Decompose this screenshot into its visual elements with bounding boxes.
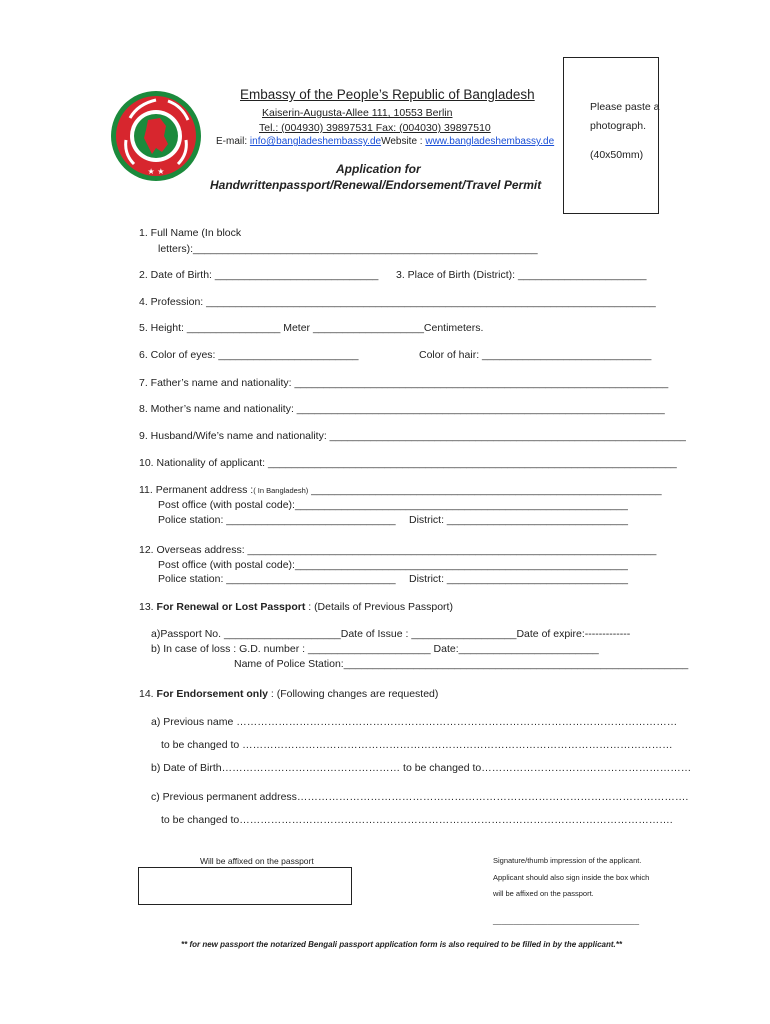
embassy-address: Kaiserin-Augusta-Allee 111, 10553 Berlin: [262, 107, 453, 119]
field-previous-passport[interactable]: a)Passport No. ____________________Date of Issue : __________________Date of expire:-------------: [151, 628, 631, 640]
field-permanent-district[interactable]: District: _______________________________: [409, 514, 628, 526]
embassy-name: Embassy of the People’s Republic of Bangladesh: [240, 87, 535, 102]
photo-size: (40x50mm): [590, 149, 644, 161]
signature-instruction: will be affixed on the passport.: [493, 889, 594, 898]
field-profession[interactable]: 4. Profession: _____________________________________________________________________________: [139, 296, 656, 308]
section-13-heading: [139, 601, 453, 613]
field-loss-police-station[interactable]: Name of Police Station:___________________________________________________________: [234, 658, 689, 670]
field-new-address[interactable]: to be changed to…………………………………………………………………………………………………………….: [161, 814, 673, 826]
section-14-subtitle: : (Following changes are requested): [267, 688, 439, 700]
field-gd-number[interactable]: b) In case of loss : G.D. number : _____________________ Date:________________________: [151, 643, 599, 655]
email-label: E-mail:: [216, 136, 250, 147]
field-previous-address[interactable]: c) Previous permanent address………………………………………………………………………………………………….: [151, 791, 689, 803]
section-14-heading: [139, 688, 438, 700]
section-14-number: 14.: [139, 688, 154, 700]
field-full-name: 1. Full Name (In block: [139, 227, 242, 239]
form-title-line2: Handwrittenpassport/Renewal/Endorsement/Travel Permit: [210, 178, 542, 192]
field-permanent-post-office[interactable]: Post office (with postal code):_________________________________________________________: [158, 499, 628, 511]
signature-instruction: Applicant should also sign inside the box which: [493, 873, 650, 882]
signature-line[interactable]: ___________________________________: [493, 916, 639, 925]
website-label: Website :: [381, 136, 426, 147]
field-overseas-post-office[interactable]: Post office (with postal code):_________________________________________________________: [158, 559, 628, 571]
section-13-title: For Renewal or Lost Passport: [156, 601, 306, 613]
signature-box[interactable]: [138, 867, 352, 905]
field-previous-name[interactable]: a) Previous name ………………………………………………………………………………………………………………: [151, 716, 678, 728]
embassy-contact: [216, 136, 554, 147]
field-permanent-police-station[interactable]: Police station: _____________________________: [158, 514, 396, 526]
field-hair-color[interactable]: Color of hair: _____________________________: [419, 349, 652, 361]
field-overseas-police-station[interactable]: Police station: _____________________________: [158, 573, 396, 585]
photo-instruction: Please paste a: [590, 101, 660, 113]
svg-text:★ ★: ★ ★: [147, 167, 165, 176]
affixed-label: Will be affixed on the passport: [200, 856, 314, 866]
permanent-address-line[interactable]: ____________________________________________________________: [308, 484, 662, 496]
field-spouse-name[interactable]: 9. Husband/Wife’s name and nationality: _____________________________________________________________: [139, 430, 686, 442]
field-height[interactable]: 5. Height: ________________ Meter ___________________Centimeters.: [139, 322, 484, 334]
website-link[interactable]: www.bangladeshembassy.de: [425, 136, 555, 147]
field-new-name[interactable]: to be changed to ……………………………………………………………………………………………………………: [161, 739, 673, 751]
form-title-line1: Application for: [336, 162, 421, 176]
field-permanent-address[interactable]: [139, 484, 662, 496]
field-full-name-line[interactable]: letters):___________________________________________________________: [158, 243, 538, 255]
photo-box: [563, 57, 659, 214]
embassy-seal-logo: [108, 88, 204, 184]
permanent-address-label: 11. Permanent address :: [139, 484, 254, 496]
section-13-number: 13.: [139, 601, 154, 613]
embassy-tel-fax: Tel.: (004930) 39897531 Fax: (004030) 39897510: [259, 122, 491, 134]
photo-instruction: photograph.: [590, 120, 647, 132]
email-link[interactable]: info@bangladeshembassy.de: [249, 136, 382, 147]
field-mother-name[interactable]: 8. Mother’s name and nationality: _______________________________________________________________: [139, 403, 665, 415]
field-nationality[interactable]: 10. Nationality of applicant: ______________________________________________________________________: [139, 457, 677, 469]
field-date-of-birth[interactable]: 2. Date of Birth: ____________________________: [139, 269, 379, 281]
permanent-address-note: ( In Bangladesh): [253, 486, 309, 495]
signature-caption: Signature/thumb impression of the applicant.: [493, 856, 642, 865]
section-13-subtitle: : (Details of Previous Passport): [305, 601, 453, 613]
field-dob-change[interactable]: b) Date of Birth…………………………………………… to be changed to……………………………………………………: [151, 762, 692, 774]
field-eye-color[interactable]: 6. Color of eyes: ________________________: [139, 349, 359, 361]
section-14-title: For Endorsement only: [156, 688, 268, 700]
field-overseas-district[interactable]: District: _______________________________: [409, 573, 628, 585]
field-father-name[interactable]: 7. Father’s name and nationality: ________________________________________________________________: [139, 377, 669, 389]
footer-note: ** for new passport the notarized Bengali passport application form is also required to be filled in by the applicant.**: [181, 940, 622, 949]
field-overseas-address[interactable]: 12. Overseas address: ______________________________________________________________________: [139, 544, 657, 556]
field-place-of-birth[interactable]: 3. Place of Birth (District): ______________________: [396, 269, 647, 281]
